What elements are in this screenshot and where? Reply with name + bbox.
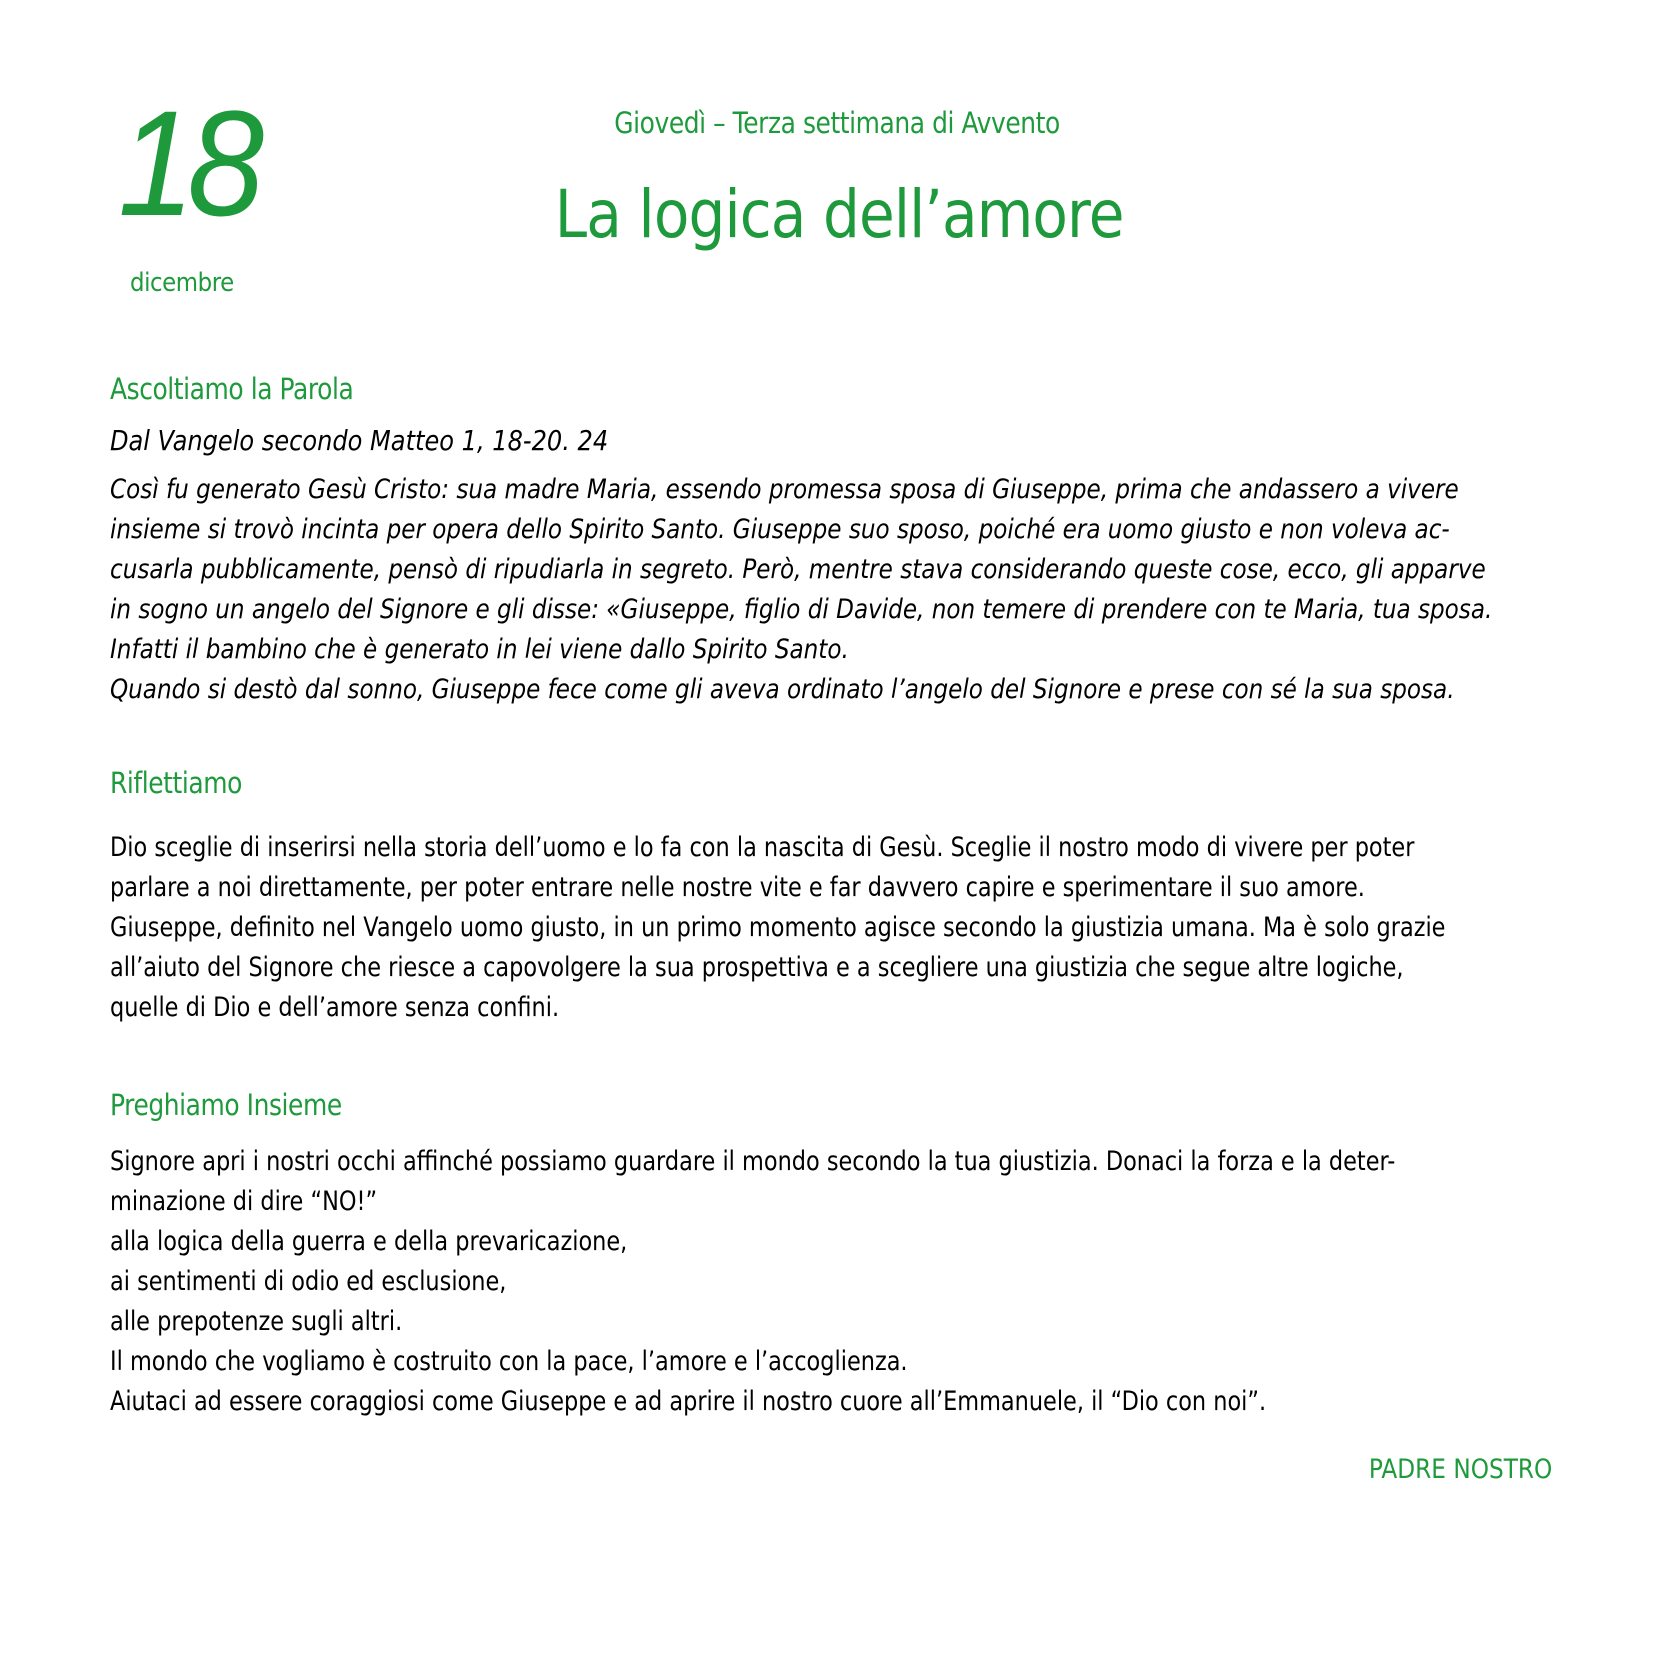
month-label: dicembre xyxy=(130,268,234,298)
prayer-line: Il mondo che vogliamo è costruito con la pace, l’amore e l’accoglienza. xyxy=(110,1346,908,1377)
prayer-line: minazione di dire “NO!” xyxy=(110,1186,378,1217)
liturgical-day-subtitle xyxy=(0,106,1654,140)
reflection-line: Giuseppe, definito nel Vangelo uomo giusto, in un primo momento agisce secondo la giustizia umana. Ma è solo grazie xyxy=(110,912,1446,943)
closing-prayer-label: PADRE NOSTRO xyxy=(1368,1454,1552,1485)
reflection-line: quelle di Dio e dell’amore senza confini. xyxy=(110,992,560,1023)
reflection-line: all’aiuto del Signore che riesce a capovolgere la sua prospettiva e a scegliere una giustizia che segue altre logiche, xyxy=(110,952,1404,983)
prayer-line: alla logica della guerra e della prevaricazione, xyxy=(110,1226,628,1257)
prayer-line: alle prepotenze sugli altri. xyxy=(110,1306,403,1337)
gospel-line: Infatti il bambino che è generato in lei viene dallo Spirito Santo. xyxy=(110,634,849,665)
prayer-text xyxy=(110,1142,1552,1422)
title-text: La logica dell’amore xyxy=(554,176,1124,253)
prayer-line: Aiutaci ad essere coraggiosi come Giuseppe e ad aprire il nostro cuore all’Emmanuele, il “Dio con noi”. xyxy=(110,1386,1267,1417)
subtitle-text: Giovedì – Terza settimana di Avvento xyxy=(614,106,1060,140)
day-number: 18 xyxy=(118,79,257,247)
gospel-line: in sogno un angelo del Signore e gli disse: «Giuseppe, figlio di Davide, non temere di prendere con te Maria, tua sposa. xyxy=(110,594,1493,625)
page-title xyxy=(0,176,1654,253)
section-heading-pray: Preghiamo Insieme xyxy=(110,1088,342,1122)
reflection-line: Dio sceglie di inserirsi nella storia dell’uomo e lo fa con la nascita di Gesù. Sceglie il nostro modo di vivere per poter xyxy=(110,832,1415,863)
reflection-text xyxy=(110,828,1552,1028)
section-heading-reflect: Riflettiamo xyxy=(110,766,242,800)
reflection-line: parlare a noi direttamente, per poter entrare nelle nostre vite e far davvero capire e sperimentare il suo amore. xyxy=(110,872,1365,903)
gospel-text xyxy=(110,470,1552,710)
gospel-line: Quando si destò dal sonno, Giuseppe fece come gli aveva ordinato l’angelo del Signore e prese con sé la sua sposa. xyxy=(110,674,1455,705)
gospel-reference: Dal Vangelo secondo Matteo 1, 18-20. 24 xyxy=(110,424,609,457)
prayer-line: Signore apri i nostri occhi affinché possiamo guardare il mondo secondo la tua giustizia. Donaci la forza e la deter- xyxy=(110,1146,1396,1177)
gospel-line: cusarla pubblicamente, pensò di ripudiarla in segreto. Però, mentre stava considerando queste cose, ecco, gli apparve xyxy=(110,554,1486,585)
section-heading-listen: Ascoltiamo la Parola xyxy=(110,372,354,406)
gospel-line: insieme si trovò incinta per opera dello Spirito Santo. Giuseppe suo sposo, poiché era uomo giusto e non voleva ac- xyxy=(110,514,1450,545)
gospel-line: Così fu generato Gesù Cristo: sua madre Maria, essendo promessa sposa di Giuseppe, prima che andassero a vivere xyxy=(110,474,1459,505)
prayer-line: ai sentimenti di odio ed esclusione, xyxy=(110,1266,507,1297)
